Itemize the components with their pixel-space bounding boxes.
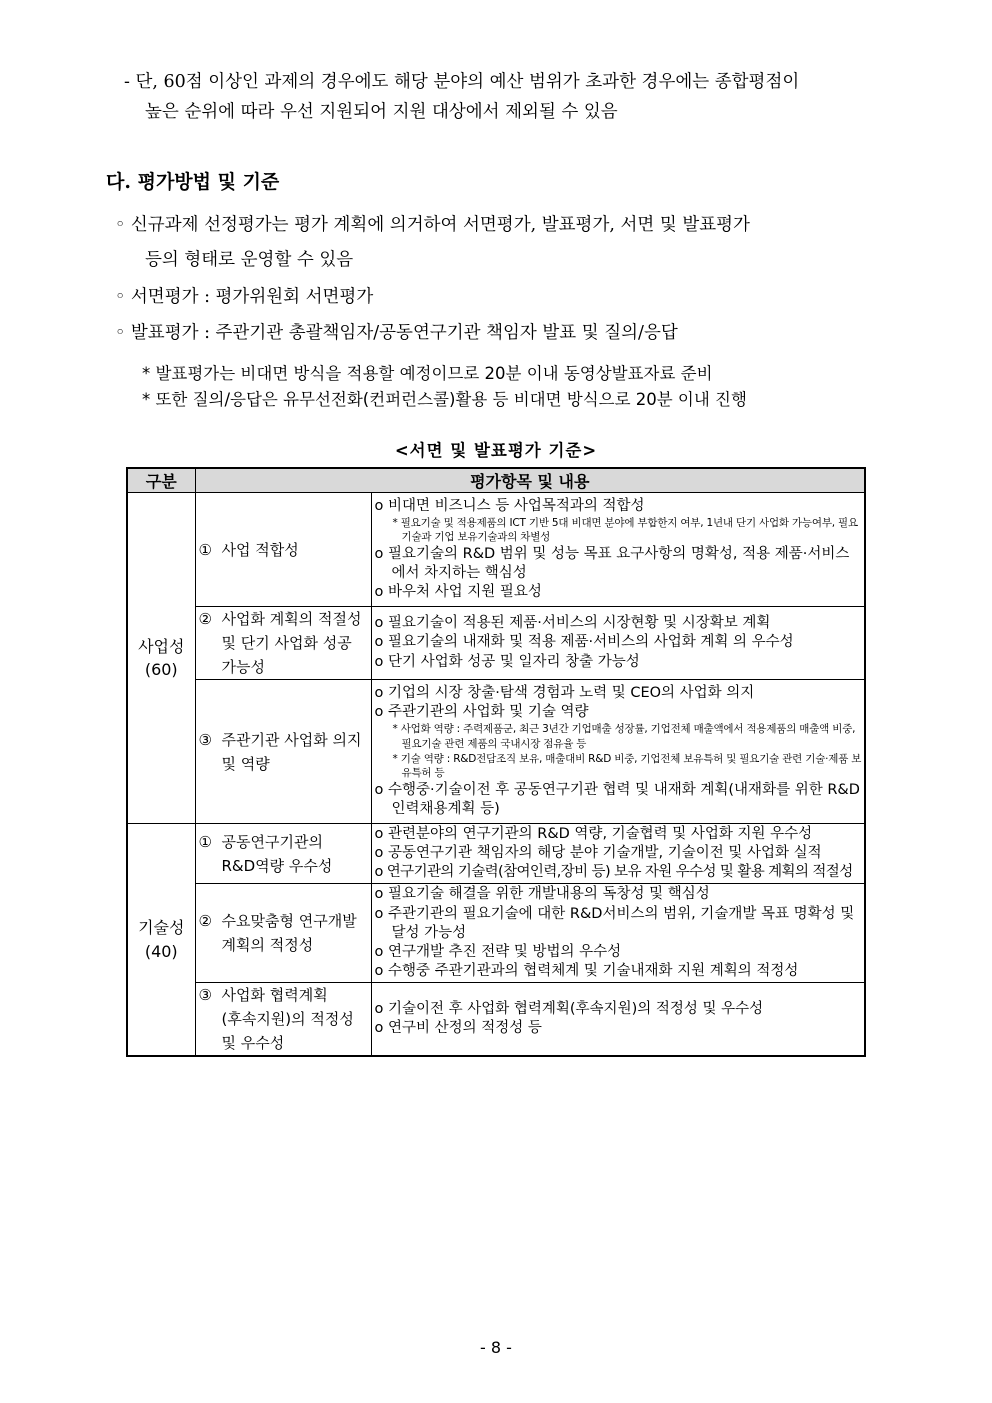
content-cell (371, 607, 865, 680)
content-note: * 기술 역량 : R&D전담조직 보유, 매출대비 R&D 비중, 기업전체 보유특허 및 필요기술 관련 기술·제품 보유특허 등 (392, 752, 862, 780)
item-label-line: 가능성 (221, 658, 265, 676)
content-note: * 필요기술 및 적용제품의 ICT 기반 5대 비대면 분야에 부합한지 여부, 1년내 단기 사업화 가능여부, 필요기술과 기업 보유기술과의 차별성 (392, 516, 858, 544)
item-label (222, 538, 299, 562)
note-2: * 또한 질의/응답은 유무선전화(컨퍼런스콜)활용 등 비대면 방식으로 20분 이내 진행 (142, 390, 747, 409)
item-label (222, 909, 357, 957)
category-name: 기술성 (138, 918, 185, 938)
content-bullet: o 수행중 주관기관과의 협력체계 및 기술내재화 지원 계획의 적정성 (374, 962, 799, 979)
method-2: ◦ 서면평가 : 평가위원회 서면평가 (115, 287, 374, 307)
header-items: 평가항목 및 내용 (195, 468, 865, 493)
table-header-row (127, 468, 865, 493)
category-cell (127, 493, 195, 824)
category-cell (127, 824, 195, 1057)
item-label-line: 및 우수성 (221, 1034, 285, 1052)
item-cell (195, 493, 371, 607)
item-cell (195, 680, 371, 824)
item-cell (195, 824, 371, 884)
content-bullet: o 관련분야의 연구기관의 R&D 역량, 기술협력 및 사업화 지원 우수성 (374, 826, 813, 842)
item-label-line: 공동연구기관의 (221, 832, 323, 851)
method-1-line-1: ◦ 신규과제 선정평가는 평가 계획에 의거하여 서면평가, 발표평가, 서면 및 발표평가 (115, 215, 750, 235)
intro-line-1: - 단, 60점 이상인 과제의 경우에도 해당 분야의 예산 범위가 초과한 경우에는 종합평점이 (124, 72, 800, 92)
content-bullet: o 필요기술 해결을 위한 개발내용의 독창성 및 핵심성 (374, 886, 710, 903)
item-label-line: 사업 적합성 (221, 540, 299, 559)
table-row (127, 983, 865, 1057)
note-1: * 발표평가는 비대면 방식을 적용할 예정이므로 20분 이내 동영상발표자료 준비 (142, 364, 713, 383)
content-bullet: o 단기 사업화 성공 및 일자리 창출 가능성 (374, 653, 640, 670)
item-label (222, 983, 354, 1055)
content-bullet: o 필요기술이 적용된 제품·서비스의 시장현황 및 시장확보 계획 (374, 615, 771, 632)
page-number: - 8 - (480, 1338, 512, 1357)
item-number: ② (198, 912, 212, 931)
item-number: ③ (198, 730, 212, 749)
content-cell (371, 824, 865, 884)
category-weight: (40) (144, 941, 178, 961)
item-cell (195, 983, 371, 1057)
item-number: ① (198, 832, 212, 851)
item-label (222, 728, 362, 776)
category-name: 사업성 (138, 636, 185, 656)
content-cell (371, 983, 865, 1057)
method-3: ◦ 발표평가 : 주관기관 총괄책임자/공동연구기관 책임자 발표 및 질의/응답 (115, 323, 678, 343)
item-label (222, 830, 333, 878)
item-label-line: R&D역량 우수성 (221, 856, 333, 875)
content-cell (371, 493, 865, 607)
content-note: * 사업화 역량 : 주력제품군, 최근 3년간 기업매출 성장률, 기업전체 매출액에서 적용제품의 매출액 비중, 필요기술 관련 제품의 국내시장 점유율 등 (392, 723, 856, 750)
content-bullet: o 수행중·기술이전 후 공동연구기관 협력 및 내재화 계획(내재화를 위한 R&D인력채용계획 등) (374, 781, 860, 817)
content-bullet: o 필요기술의 내재화 및 적용 제품·서비스의 사업화 계획 의 우수성 (374, 634, 794, 651)
table-row (127, 824, 865, 884)
item-label-line: 주관기관 사업화 의지 (221, 730, 362, 749)
content-bullet: o 기업의 시장 창출·탐색 경험과 노력 및 CEO의 사업화 의지 (374, 684, 755, 701)
table-row (127, 680, 865, 824)
item-number: ② (198, 610, 212, 628)
item-label-line: 수요맞춤형 연구개발 (221, 912, 357, 931)
item-label-line: 사업화 계획의 적절성 (221, 610, 362, 628)
header-category: 구분 (127, 468, 195, 493)
table-caption: <서면 및 발표평가 기준> (394, 441, 598, 460)
evaluation-criteria-table (126, 467, 866, 1057)
section-heading: 다. 평가방법 및 기준 (106, 171, 280, 193)
content-bullet: o 공동연구기관 책임자의 해당 분야 기술개발, 기술이전 및 사업화 실적 (374, 845, 822, 862)
content-bullet: o 필요기술의 R&D 범위 및 성능 목표 요구사항의 명확성, 적용 제품·서비스에서 차지하는 핵심성 (374, 546, 850, 582)
content-bullet: o 비대면 비즈니스 등 사업목적과의 적합성 (374, 497, 645, 514)
content-bullet: o 기술이전 후 사업화 협력계획(후속지원)의 적정성 및 우수성 (374, 1000, 764, 1017)
table-row (127, 493, 865, 607)
content-bullet: o 연구개발 추진 전략 및 방법의 우수성 (374, 943, 622, 960)
table-row (127, 607, 865, 680)
intro-line-2: 높은 순위에 따라 우선 지원되어 지원 대상에서 제외될 수 있음 (145, 102, 618, 122)
item-label-line: 및 역량 (221, 754, 270, 773)
item-cell (195, 884, 371, 983)
item-label-line: 사업화 협력계획 (221, 986, 328, 1004)
item-label-line: 계획의 적정성 (221, 936, 314, 955)
table-row (127, 884, 865, 983)
content-bullet: o 주관기관의 필요기술에 대한 R&D서비스의 범위, 기술개발 목표 명확성 및 달성 가능성 (374, 905, 855, 941)
content-bullet: o 연구비 산정의 적정성 등 (374, 1020, 542, 1036)
category-weight: (60) (144, 660, 178, 679)
item-number: ① (198, 540, 212, 559)
content-bullet: o 바우처 사업 지원 필요성 (374, 584, 542, 601)
content-cell (371, 884, 865, 983)
item-label-line: 및 단기 사업화 성공 (221, 634, 352, 652)
content-bullet: o 연구기관의 기술력(참여인력,장비 등) 보유 자원 우수성 및 활용 계획의 적절성 (374, 864, 853, 881)
item-cell (195, 607, 371, 680)
content-cell (371, 680, 865, 824)
item-number: ③ (198, 986, 212, 1004)
item-label-line: (후속지원)의 적정성 (221, 1010, 354, 1028)
method-1-line-2: 등의 형태로 운영할 수 있음 (145, 250, 354, 270)
item-label (222, 607, 362, 679)
content-bullet: o 주관기관의 사업화 및 기술 역량 (374, 704, 589, 720)
